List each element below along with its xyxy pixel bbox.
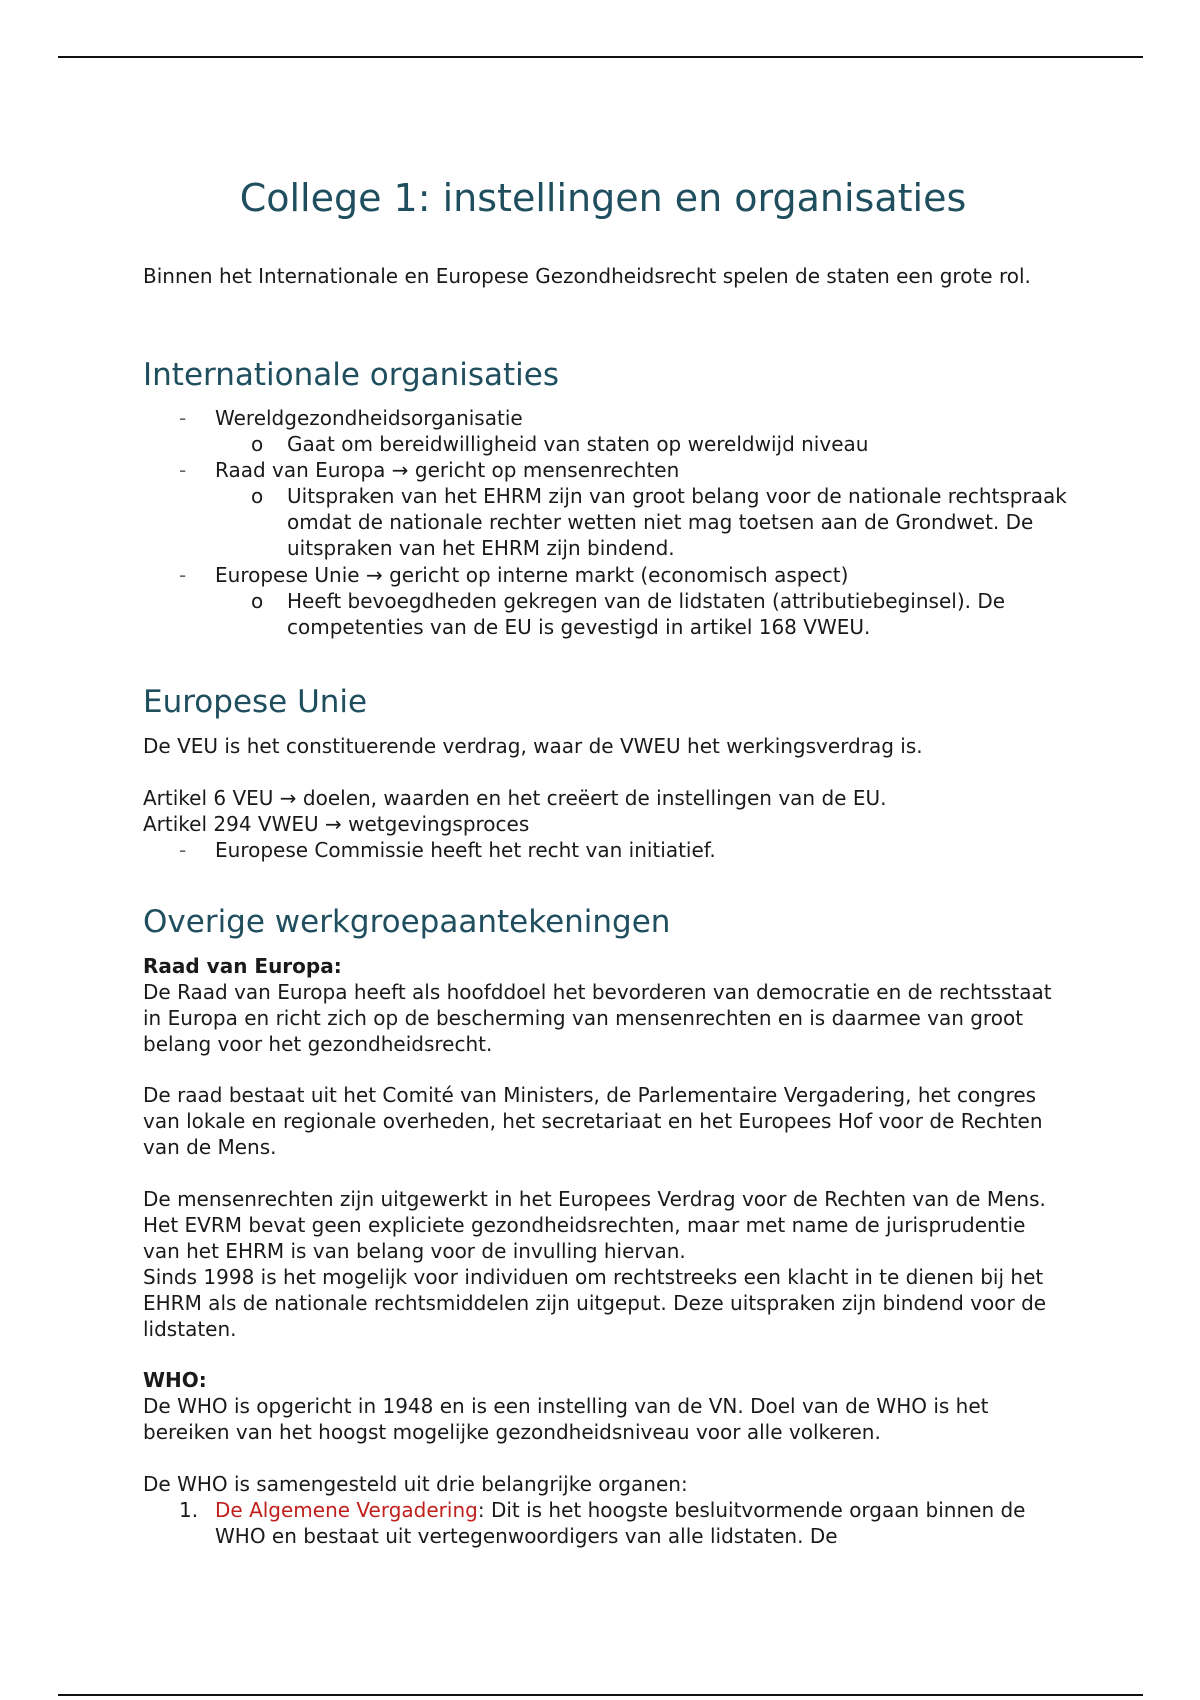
coe-paragraph-4: Sinds 1998 is het mogelijk voor individuen om rechtstreeks een klacht in te dienen bij het EHRM als de nationale rechtsmiddelen zijn uitgeput. Deze uitspraken zijn bindend voor de lidstaten. (143, 1265, 1047, 1341)
list-item-who: Wereldgezondheidsorganisatie (215, 406, 523, 430)
eu-article-6: Artikel 6 VEU → doelen, waarden en het creëert de instellingen van de EU. (143, 786, 887, 810)
intro-paragraph: Binnen het Internationale en Europese Gezondheidsrecht spelen de staten een grote rol. (143, 264, 1031, 288)
who-paragraph-1: De WHO is opgericht in 1948 en is een instelling van de VN. Doel van de WHO is het bereiken van het hoogst mogelijke gezondheidsniveau voor alle volkeren. (143, 1394, 989, 1444)
sub-item-who: Gaat om bereidwilligheid van staten op wereldwijd niveau (287, 432, 869, 456)
list-item-european-union: Europese Unie → gericht op interne markt (economisch aspect) (215, 563, 849, 587)
heading-european-union: Europese Unie (143, 684, 368, 720)
dash-bullet: - (179, 838, 187, 862)
list-item-commission: Europese Commissie heeft het recht van initiatief. (215, 838, 716, 862)
circle-bullet: o (251, 484, 264, 508)
sub-item-ehrm: Uitspraken van het EHRM zijn van groot belang voor de nationale rechtspraak omdat de nationale rechter wetten niet mag toetsen aan de Grondwet. De uitspraken van het EHRM zijn bindend. (287, 484, 1067, 560)
eu-article-294: Artikel 294 VWEU → wetgevingsproces (143, 812, 530, 836)
footer-rule (58, 1694, 1143, 1696)
organ-name-general-assembly: De Algemene Vergadering (215, 1498, 478, 1522)
organ-item-general-assembly (215, 1497, 1075, 1549)
circle-bullet: o (251, 589, 264, 613)
sub-item-attribution: Heeft bevoegdheden gekregen van de lidstaten (attributiebeginsel). De competenties van de EU is gevestigd in artikel 168 VWEU. (287, 589, 1006, 639)
heading-international-organisations: Internationale organisaties (143, 357, 560, 393)
label-who: WHO: (143, 1368, 207, 1392)
dash-bullet: - (179, 458, 187, 482)
eu-paragraph-1: De VEU is het constituerende verdrag, waar de VWEU het werkingsverdrag is. (143, 734, 923, 758)
list-item-council-of-europe: Raad van Europa → gericht op mensenrechten (215, 458, 680, 482)
who-paragraph-2: De WHO is samengesteld uit drie belangrijke organen: (143, 1472, 688, 1496)
coe-paragraph-3: De mensenrechten zijn uitgewerkt in het Europees Verdrag voor de Rechten van de Mens. Het EVRM bevat geen expliciete gezondheidsrechten, maar met name de jurisprudentie van het EHRM is van belang voor de invulling hiervan. (143, 1187, 1046, 1263)
coe-paragraph-2: De raad bestaat uit het Comité van Ministers, de Parlementaire Vergadering, het congres van lokale en regionale overheden, het secretariaat en het Europees Hof voor de Rechten van de Mens. (143, 1083, 1043, 1159)
dash-bullet: - (179, 563, 187, 587)
coe-paragraph-1: De Raad van Europa heeft als hoofddoel het bevorderen van democratie en de rechtsstaat in Europa en richt zich op de bescherming van mensenrechten en is daarmee van groot belang voor het gezondheidsrecht. (143, 980, 1052, 1056)
page-title: College 1: instellingen en organisaties (239, 176, 967, 220)
organ-description: : Dit is het hoogste besluitvormende orgaan binnen de WHO en bestaat uit vertegenwoordigers van alle lidstaten. De (215, 1498, 1026, 1548)
circle-bullet: o (251, 432, 264, 456)
label-council-of-europe: Raad van Europa: (143, 954, 342, 978)
heading-other-notes: Overige werkgroepaantekeningen (143, 904, 671, 940)
header-rule (58, 56, 1143, 58)
list-number: 1. (179, 1498, 199, 1522)
dash-bullet: - (179, 406, 187, 430)
